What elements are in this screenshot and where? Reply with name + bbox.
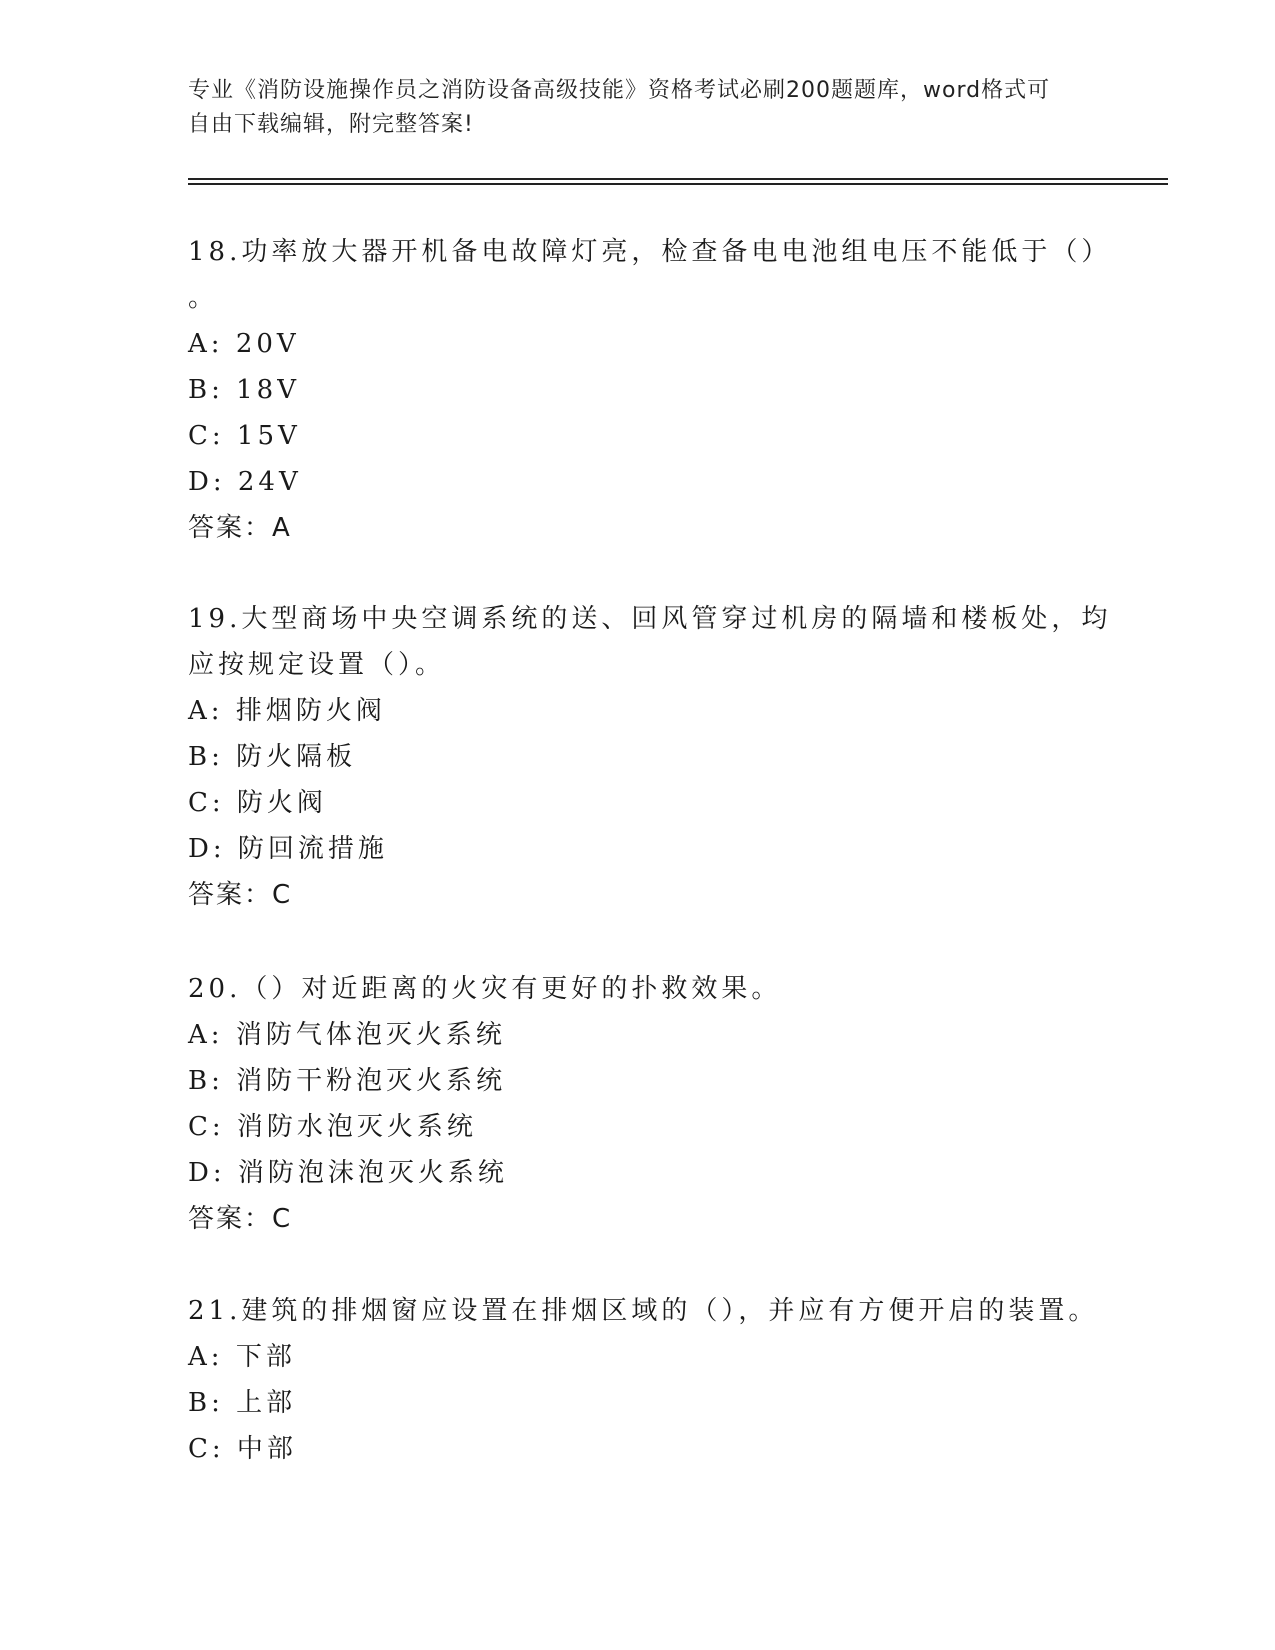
- option-c: [188, 1104, 1088, 1150]
- option-b: [188, 1058, 1088, 1104]
- option-label: B:: [188, 742, 224, 772]
- option-label: D:: [188, 1158, 226, 1188]
- option-label: C:: [188, 1434, 225, 1464]
- option-label: B:: [188, 1388, 224, 1418]
- option-text: 24V: [237, 467, 302, 497]
- option-a: [188, 688, 1088, 734]
- option-text: 20V: [235, 329, 300, 359]
- question-21: [188, 1288, 1099, 1472]
- question-20: [188, 966, 1088, 1242]
- option-text: 18V: [236, 375, 301, 405]
- option-label: D:: [188, 834, 226, 864]
- option-text: 排烟防火阀: [235, 696, 386, 726]
- option-text: 消防干粉泡灭火系统: [236, 1066, 507, 1096]
- option-b: [188, 367, 1088, 413]
- option-b: [188, 1380, 1088, 1426]
- option-text: 消防气体泡灭火系统: [235, 1020, 506, 1050]
- document-header: 专业《消防设施操作员之消防设备高级技能》资格考试必刷200题题库，word格式可自由下载编辑，附完整答案!: [188, 78, 1051, 137]
- option-label: A:: [188, 1342, 224, 1372]
- option-text: 15V: [236, 421, 301, 451]
- option-c: [188, 780, 1088, 826]
- answer-line: 答案：C: [188, 1204, 293, 1234]
- option-label: C:: [188, 1112, 225, 1142]
- question-stem-continuation: 应按规定设置（）。: [188, 650, 446, 680]
- option-a: [188, 1012, 1088, 1058]
- option-c: [188, 1426, 1088, 1472]
- option-text: 防火阀: [236, 788, 327, 818]
- answer-line: 答案：C: [188, 880, 293, 910]
- option-d: [188, 826, 1088, 872]
- option-text: 下部: [235, 1342, 296, 1372]
- question-stem: 19.大型商场中央空调系统的送、回风管穿过机房的隔墙和楼板处，均: [188, 604, 1112, 634]
- option-d: [188, 1150, 1088, 1196]
- option-a: [188, 1334, 1088, 1380]
- option-label: C:: [188, 421, 225, 451]
- option-text: 防火隔板: [236, 742, 357, 772]
- option-label: C:: [188, 788, 225, 818]
- option-a: [188, 321, 1088, 367]
- question-stem: 20.（）对近距离的火灾有更好的扑救效果。: [188, 974, 782, 1004]
- option-c: [188, 413, 1088, 459]
- option-text: 上部: [236, 1388, 297, 1418]
- option-label: D:: [188, 467, 226, 497]
- option-label: A:: [188, 696, 224, 726]
- option-text: 消防水泡灭火系统: [236, 1112, 477, 1142]
- question-18: [188, 229, 1112, 551]
- question-stem: 18.功率放大器开机备电故障灯亮，检查备电电池组电压不能低于（）: [188, 237, 1112, 267]
- option-text: 消防泡沫泡灭火系统: [237, 1158, 508, 1188]
- option-label: B:: [188, 375, 224, 405]
- option-label: B:: [188, 1066, 224, 1096]
- header-rule-bottom: [188, 183, 1168, 185]
- answer-line: 答案：A: [188, 513, 292, 543]
- option-b: [188, 734, 1088, 780]
- question-stem-continuation: 。: [188, 283, 219, 313]
- header-rule-top: [188, 178, 1168, 180]
- option-d: [188, 459, 1088, 505]
- option-text: 中部: [236, 1434, 297, 1464]
- question-19: [188, 596, 1112, 918]
- option-text: 防回流措施: [237, 834, 388, 864]
- option-label: A:: [188, 1020, 224, 1050]
- option-label: A:: [188, 329, 224, 359]
- question-stem: 21.建筑的排烟窗应设置在排烟区域的（），并应有方便开启的装置。: [188, 1296, 1099, 1326]
